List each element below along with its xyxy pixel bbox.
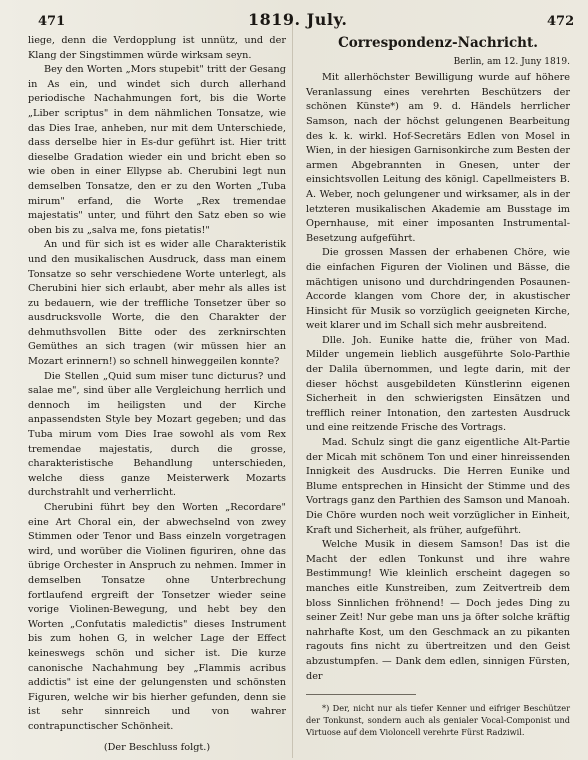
paragraph: Bey den Worten „Mors stupebit" tritt der Gesang in As ein, und windet sich durch allerhand periodische Nachahmungen fort, bis die Worte „Liber scriptus" in dem nähmlichen Tonsatze, wie das Dies Irae, anheben, nur mit dem Unterschiede, dass derselbe hier in Es-dur geführt ist. Hier tritt dieselbe Gradation wieder ein und bricht eben so wie oben in einer Ellypse ab. Cherubini legt nun demselben Tonsatze, den er zu den Worten „Tuba mirum" erfand, die Worte „Rex tremendae majestatis" unter, und führt den Satz eben so wie oben bis zu „salva me, fons pietatis!" <box>28 64 286 236</box>
footnote-rule <box>306 694 416 695</box>
page-number-left: 471 <box>38 14 66 29</box>
page-header <box>0 6 588 32</box>
footnote: *) Der, nicht nur als tiefer Kenner und eifriger Beschützer der Tonkunst, sondern auch als genialer Vocal-Componist und Virtuose auf dem Violoncell verehrte Fürst Radziwil. <box>306 703 570 737</box>
dateline: Berlin, am 12. Juny 1819. <box>453 56 570 67</box>
paragraph: Mad. Schulz singt die ganz eigentliche Alt-Partie der Micah mit schönem Ton und einer hinreissenden Innigkeit des Ausdrucks. Die Herren Eunike und Blume entsprechen in Hinsicht der Stimme und des Vortrags ganz den Parthien des Samson und Manoah. Die Chöre wurden noch weit vorzüglicher in Einheit, Kraft und Sicherheit, als früher, aufgeführt. <box>306 437 570 536</box>
paragraph: Cherubini führt bey den Worten „Recordare" eine Art Choral ein, der abwechselnd von zwey Stimmen oder Tenor und Bass einzeln vorgetragen wird, und worüber die Violinen figuriren, ohne das übrige Orchester in Anspruch zu nehmen. Immer in demselben Tonsatze ohne Unterbrechung fortlaufend ergreift der Tonsetzer wieder seine vorige Violinen-Bewegung, und hebt bey den Worten „Confutatis maledictis" dieses Instrument bis zum hohen G, in welcher Lage der Effect keineswegs schön und sicher ist. Die kurze canonische Nachahmung bey „Flammis acribus addictis" ist eine der gelungensten und schönsten Figuren, welche wir bis hierher gefunden, denn sie ist sehr sinnreich und von wahrer contrapunctischer Schönheit. <box>28 502 286 732</box>
right-column <box>306 34 570 739</box>
column-divider <box>292 22 293 758</box>
paragraph: Welche Musik in diesem Samson! Das ist die Macht der edlen Tonkunst und ihre wahre Bestimmung! Wie kleinlich erscheint dagegen so manches eitle Kunstreiben, zum Zeitvertreib dem bloss Sinnlichen fröhnend! — Doch jedes Ding zu seiner Zeit! Nur gebe man uns ja öfter solche kräftig nahrhafte Kost, um den Geschmack an zu pikanten ragouts fins nicht zu übertreitzen und den Geist abzustumpfen. — Dank dem edlen, sinnigen Fürsten, der <box>306 539 570 682</box>
paragraph: Mit allerhöchster Bewilligung wurde auf höhere Veranlassung eines verehrten Beschützers der schönen Künste*) am 9. d. Händels herrlicher Samson, nach der höchst gelungenen Bearbeitung des k. k. wirkl. Hof-Secretärs Edlen von Mosel in Wien, in der hiesigen Garnisonkirche zum Besten der armen Abgebrannten in Gnesen, unter der einsichtsvollen Leitung des königl. Capellmeisters B. A. Weber, noch gelungener und wirksamer, als in der letzteren musikalischen Akademie am Busstage im Opernhause, mit einer imposanten Instrumental-Besetzung aufgeführt. <box>306 72 570 244</box>
left-column <box>28 34 286 755</box>
page-number-right: 472 <box>547 14 575 29</box>
continuation-note: (Der Beschluss folgt.) <box>103 741 211 753</box>
paragraph: Die grossen Massen der erhabenen Chöre, wie die einfachen Figuren der Violinen und Bässe, die mächtigen unisono und durchdringenden Posaunen-Accorde klangen vom Chore der, in akustischer Hinsicht für Musik so vorzüglich geeigneten Kirche, weit klarer und im Schall sich mehr ausbreitend. <box>306 247 570 332</box>
paragraph: liege, denn die Verdopplung ist unnütz, und der Klang der Singstimmen würde wirksam seyn. <box>28 35 286 61</box>
paragraph: Dlle. Joh. Eunike hatte die, früher von Mad. Milder ungemein lieblich ausgeführte Solo-Parthie der Dalila übernommen, und legte darin, mit der dieser höchst ausgebildeten Künstlerinn eigenen Sicherheit in den schwierigsten Einsätzen und trefflich reiner Intonation, den zartesten Ausdruck und eine reitzende Frische des Vortrags. <box>306 334 570 434</box>
paragraph: An und für sich ist es wider alle Charakteristik und den musikalischen Ausdruck, dass man einem Tonsatze so sehr verschiedene Worte unterlegt, als Cherubini hier sich erlaubt, aber mehr als alles ist zu bedauern, wie der treffliche Tonsetzer über so ausdrucksvolle Worte, die den Charakter der dehmuthsvollen Bitte oder des zerknirschten Gemüthes an sich tragen (wir müssen hier an Mozart erinnern!) so schnell hinweggeilen konnte? <box>28 239 286 368</box>
paragraph: Die Stellen „Quid sum miser tunc dicturus? und salae me", sind über alle Vergleichung herrlich und dennoch im heiligsten und der Kirche anpassendsten Style bey Mozart gegeben; und das Tuba mirum vom Dies Irae sowohl als vom Rex tremendae majestatis, durch die grosse, charakteristische Behandlung unterschieden, welche diess ganze Meisterwerk Mozarts durchstrahlt und verherrlicht. <box>28 370 286 499</box>
section-title: Correspondenz-Nachricht. <box>338 35 538 51</box>
running-title: 1819. July. <box>248 10 348 29</box>
